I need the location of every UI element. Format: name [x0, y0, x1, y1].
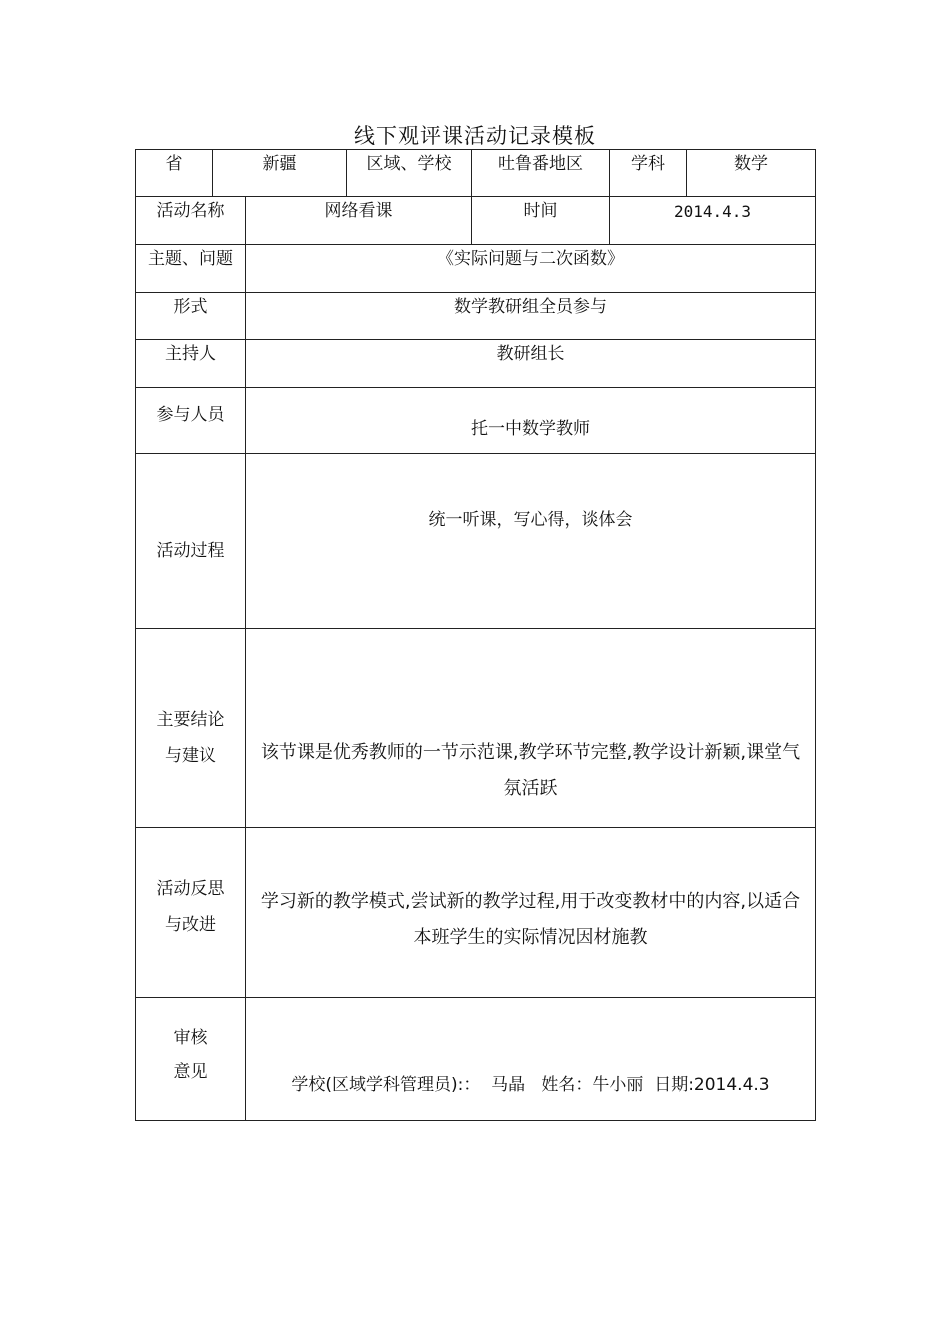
process-label: 活动过程 — [156, 541, 225, 561]
conclusion-label-cell — [135, 628, 245, 827]
region-label-cell — [346, 149, 471, 196]
host-value: 教研组长 — [496, 344, 565, 364]
region-label: 区域、学校 — [366, 154, 452, 174]
topic-label-cell — [135, 244, 245, 292]
host-label: 主持人 — [165, 344, 216, 364]
participants-value-cell — [245, 387, 815, 453]
province-label-cell — [135, 149, 212, 196]
subject-value: 数学 — [734, 154, 768, 174]
form-label-cell — [135, 292, 245, 339]
review-value-cell — [245, 997, 815, 1120]
host-value-cell — [245, 339, 815, 387]
participants-label-cell — [135, 387, 245, 453]
topic-value: 《实际问题与二次函数》 — [437, 249, 624, 269]
reflection-label-line1: 活动反思 — [156, 879, 225, 899]
reflection-value: 学习新的教学模式,尝试新的教学过程,用于改变教材中的内容,以适合本班学生的实际情况因材施教 — [260, 891, 801, 948]
activity-name-value-cell — [245, 196, 471, 244]
subject-label: 学科 — [631, 154, 665, 174]
process-value: 统一听课，写心得，谈体会 — [428, 510, 633, 530]
time-value: 2014.4.3 — [673, 202, 752, 221]
review-label-line2: 意见 — [173, 1062, 208, 1082]
province-value-cell — [212, 149, 346, 196]
participants-label: 参与人员 — [156, 405, 225, 425]
time-label-cell — [471, 196, 609, 244]
form-value-cell — [245, 292, 815, 339]
conclusion-value-cell — [245, 628, 815, 827]
conclusion-label-line2: 与建议 — [165, 746, 216, 766]
reflection-value-cell — [245, 827, 815, 997]
activity-name-value: 网络看课 — [324, 201, 393, 221]
review-value: 学校(区域学科管理员):： 马晶 姓名：牛小丽 日期:2014.4.3 — [291, 1075, 770, 1095]
document-title: 线下观评课活动记录模板 — [354, 124, 596, 148]
reflection-label-cell — [135, 827, 245, 997]
subject-value-cell — [686, 149, 815, 196]
time-label: 时间 — [523, 201, 558, 221]
review-label-line1: 审核 — [173, 1028, 208, 1048]
reflection-label-line2: 与改进 — [165, 915, 216, 935]
province-value: 新疆 — [262, 154, 297, 174]
region-value-cell — [471, 149, 609, 196]
province-label: 省 — [165, 154, 183, 174]
region-value: 吐鲁番地区 — [498, 154, 583, 174]
review-label-cell — [135, 997, 245, 1120]
subject-label-cell — [609, 149, 686, 196]
record-form-table — [135, 149, 815, 1120]
topic-value-cell — [245, 244, 815, 292]
activity-name-label-cell — [135, 196, 245, 244]
topic-label: 主题、问题 — [148, 249, 233, 269]
conclusion-value: 该节课是优秀教师的一节示范课,教学环节完整,教学设计新颖,课堂气氛活跃 — [260, 742, 801, 799]
process-value-cell — [245, 453, 815, 628]
process-label-cell — [135, 453, 245, 628]
form-label: 形式 — [173, 297, 208, 317]
time-value-cell — [609, 196, 815, 244]
conclusion-label-line1: 主要结论 — [156, 710, 225, 730]
activity-name-label: 活动名称 — [156, 201, 225, 221]
participants-value: 托一中数学教师 — [471, 419, 590, 439]
form-value: 数学教研组全员参与 — [454, 297, 607, 317]
host-label-cell — [135, 339, 245, 387]
